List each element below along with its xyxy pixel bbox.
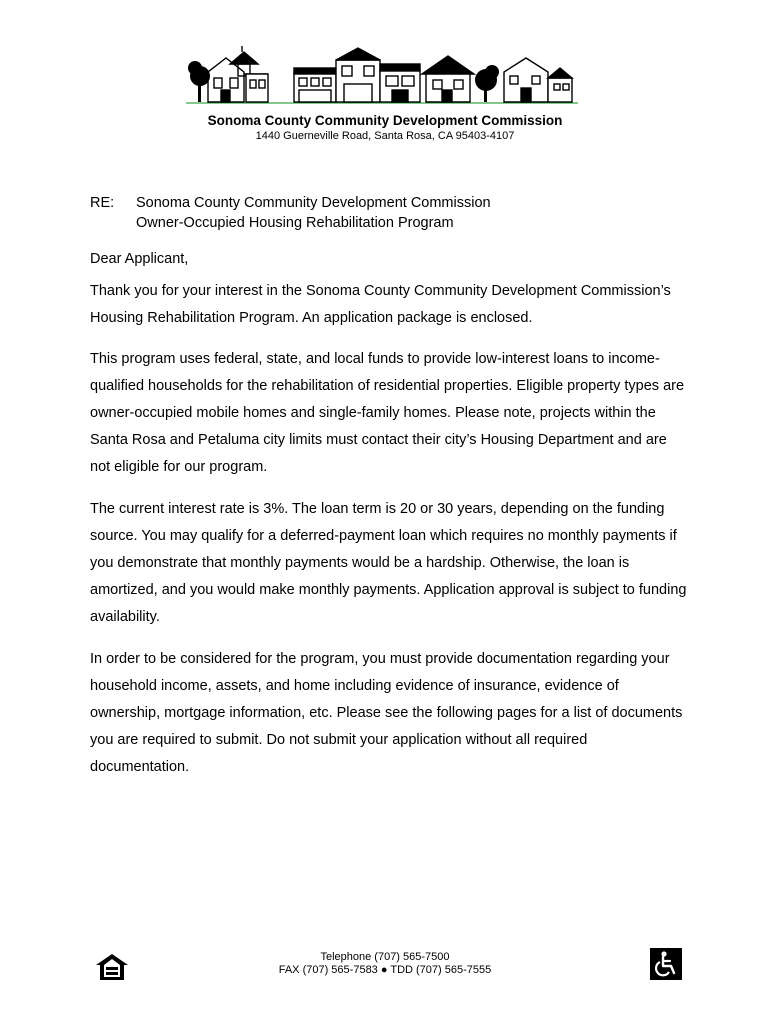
- re-line-1: Sonoma County Community Development Commission: [136, 195, 491, 211]
- organization-address: 1440 Guerneville Road, Santa Rosa, CA 95403-4107: [255, 130, 515, 142]
- re-line-2: Owner-Occupied Housing Rehabilitation Program: [136, 215, 454, 231]
- organization-name: Sonoma County Community Development Commission: [207, 113, 563, 128]
- wheelchair-accessibility-icon: [650, 948, 682, 980]
- paragraph-loan-terms: The current interest rate is 3%. The loan term is 20 or 30 years, depending on the funding source. You may qualify for a deferred-payment loan which requires no monthly payments if you demonstrate that monthly payments would be a hardship. Otherwise, the loan is amortized, and you would make monthly payments. Application approval is subject to funding availability.: [90, 501, 687, 625]
- footer-fax-tdd: FAX (707) 565-7583 ● TDD (707) 565-7555: [278, 964, 492, 976]
- re-label: RE:: [90, 195, 115, 211]
- paragraph-documentation: In order to be considered for the program, you must provide documentation regarding your household income, assets, and home including evidence of insurance, evidence of ownership, mortgage information, etc. Please see the following pages for a list of documents you are required to submit. Do not submit your application without all required documentation.: [90, 651, 683, 775]
- village-houses-logo-icon: [186, 44, 578, 106]
- paragraph-program-description: This program uses federal, state, and local funds to provide low-interest loans to income-qualified households for the rehabilitation of residential properties. Eligible property types are owner-occupied mobile homes and single-family homes. Please note, projects within the Santa Rosa and Petaluma city limits must contact their city’s Housing Department and are not eligible for our program.: [90, 351, 685, 475]
- footer-telephone: Telephone (707) 565-7500: [320, 951, 450, 963]
- salutation: Dear Applicant,: [90, 251, 189, 267]
- paragraph-intro: Thank you for your interest in the Sonoma County Community Development Commission’s Housing Rehabilitation Program. An application package is enclosed.: [90, 283, 671, 326]
